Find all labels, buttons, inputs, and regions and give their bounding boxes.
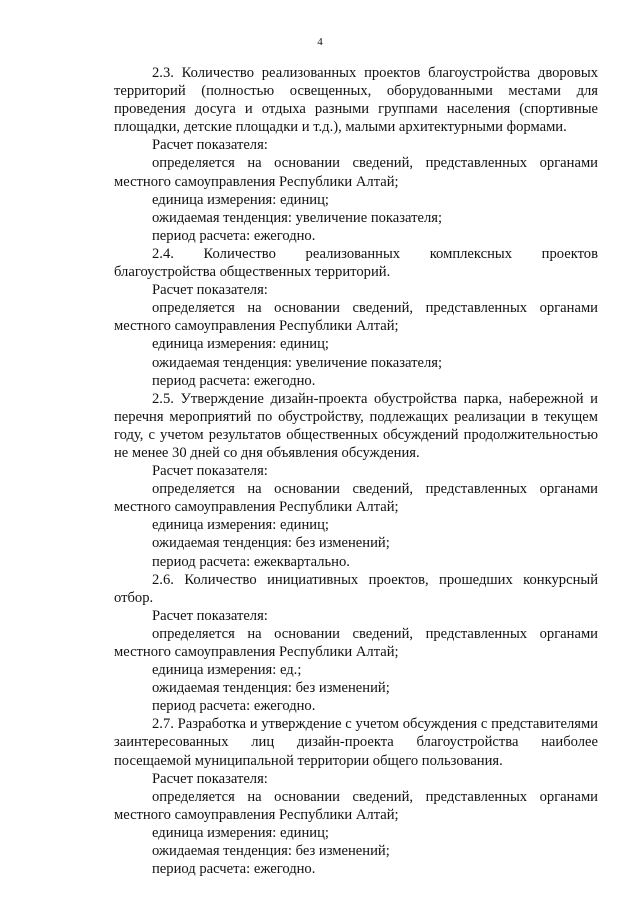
period-text: период расчета: ежеквартально. bbox=[152, 553, 350, 570]
period-text: период расчета: ежегодно. bbox=[152, 861, 316, 878]
calculation-heading: Расчет показателя: bbox=[152, 463, 268, 480]
unit-text: единица измерения: ед.; bbox=[152, 662, 302, 679]
paragraph-2-6-title: 2.6. Количество инициативных проектов, прошедших конкурсный отбор. bbox=[114, 571, 598, 606]
period-text: период расчета: ежегодно. bbox=[152, 698, 316, 715]
unit-text: единица измерения: единиц; bbox=[152, 517, 329, 534]
unit-text: единица измерения: единиц; bbox=[152, 336, 329, 353]
paragraph-2-4-title: 2.4. Количество реализованных комплексных проектов благоустройства общественных территорий. bbox=[114, 245, 598, 281]
trend-text: ожидаемая тенденция: увеличение показателя; bbox=[152, 354, 443, 371]
source-text: определяется на основании сведений, представленных органами местного самоуправления Республики Алтай; bbox=[114, 155, 598, 190]
trend-text: ожидаемая тенденция: увеличение показателя; bbox=[152, 209, 443, 226]
paragraph-2-7-title: 2.7. Разработка и утверждение с учетом обсуждения с представителями заинтересованных лиц дизайн-проекта благоустройства наиболее посещаемой муниципальной территории общего пользования. bbox=[114, 716, 598, 769]
document-body bbox=[114, 64, 598, 878]
source-text: определяется на основании сведений, представленных органами местного самоуправления Республики Алтай; bbox=[114, 625, 598, 660]
calculation-heading: Расчет показателя: bbox=[152, 282, 268, 299]
page-number: 4 bbox=[317, 36, 323, 48]
source-text: определяется на основании сведений, представленных органами местного самоуправления Республики Алтай; bbox=[114, 788, 598, 823]
trend-text: ожидаемая тенденция: без изменений; bbox=[152, 843, 390, 860]
unit-text: единица измерения: единиц; bbox=[152, 191, 329, 208]
calculation-heading: Расчет показателя: bbox=[152, 137, 268, 154]
unit-text: единица измерения: единиц; bbox=[152, 824, 329, 841]
trend-text: ожидаемая тенденция: без изменений; bbox=[152, 535, 390, 552]
paragraph-2-3-title: 2.3. Количество реализованных проектов благоустройства дворовых территорий (полностью освещенных, оборудованными местами для проведения досуга и отдыха разными группами населения (спортивные площадки, детские площадки и т.д.), малыми архитектурными формами. bbox=[114, 65, 598, 136]
paragraph-2-5-title: 2.5. Утверждение дизайн-проекта обустройства парка, набережной и перечня мероприятий по обустройству, подлежащих реализации в текущем году, с учетом результатов общественных обсуждений продолжительностью не менее 30 дней со дня объявления обсуждения. bbox=[114, 390, 598, 461]
calculation-heading: Расчет показателя: bbox=[152, 607, 268, 624]
trend-text: ожидаемая тенденция: без изменений; bbox=[152, 680, 390, 697]
period-text: период расчета: ежегодно. bbox=[152, 227, 316, 244]
source-text: определяется на основании сведений, представленных органами местного самоуправления Республики Алтай; bbox=[114, 300, 598, 335]
period-text: период расчета: ежегодно. bbox=[152, 372, 316, 389]
calculation-heading: Расчет показателя: bbox=[152, 770, 268, 787]
source-text: определяется на основании сведений, представленных органами местного самоуправления Республики Алтай; bbox=[114, 481, 598, 516]
